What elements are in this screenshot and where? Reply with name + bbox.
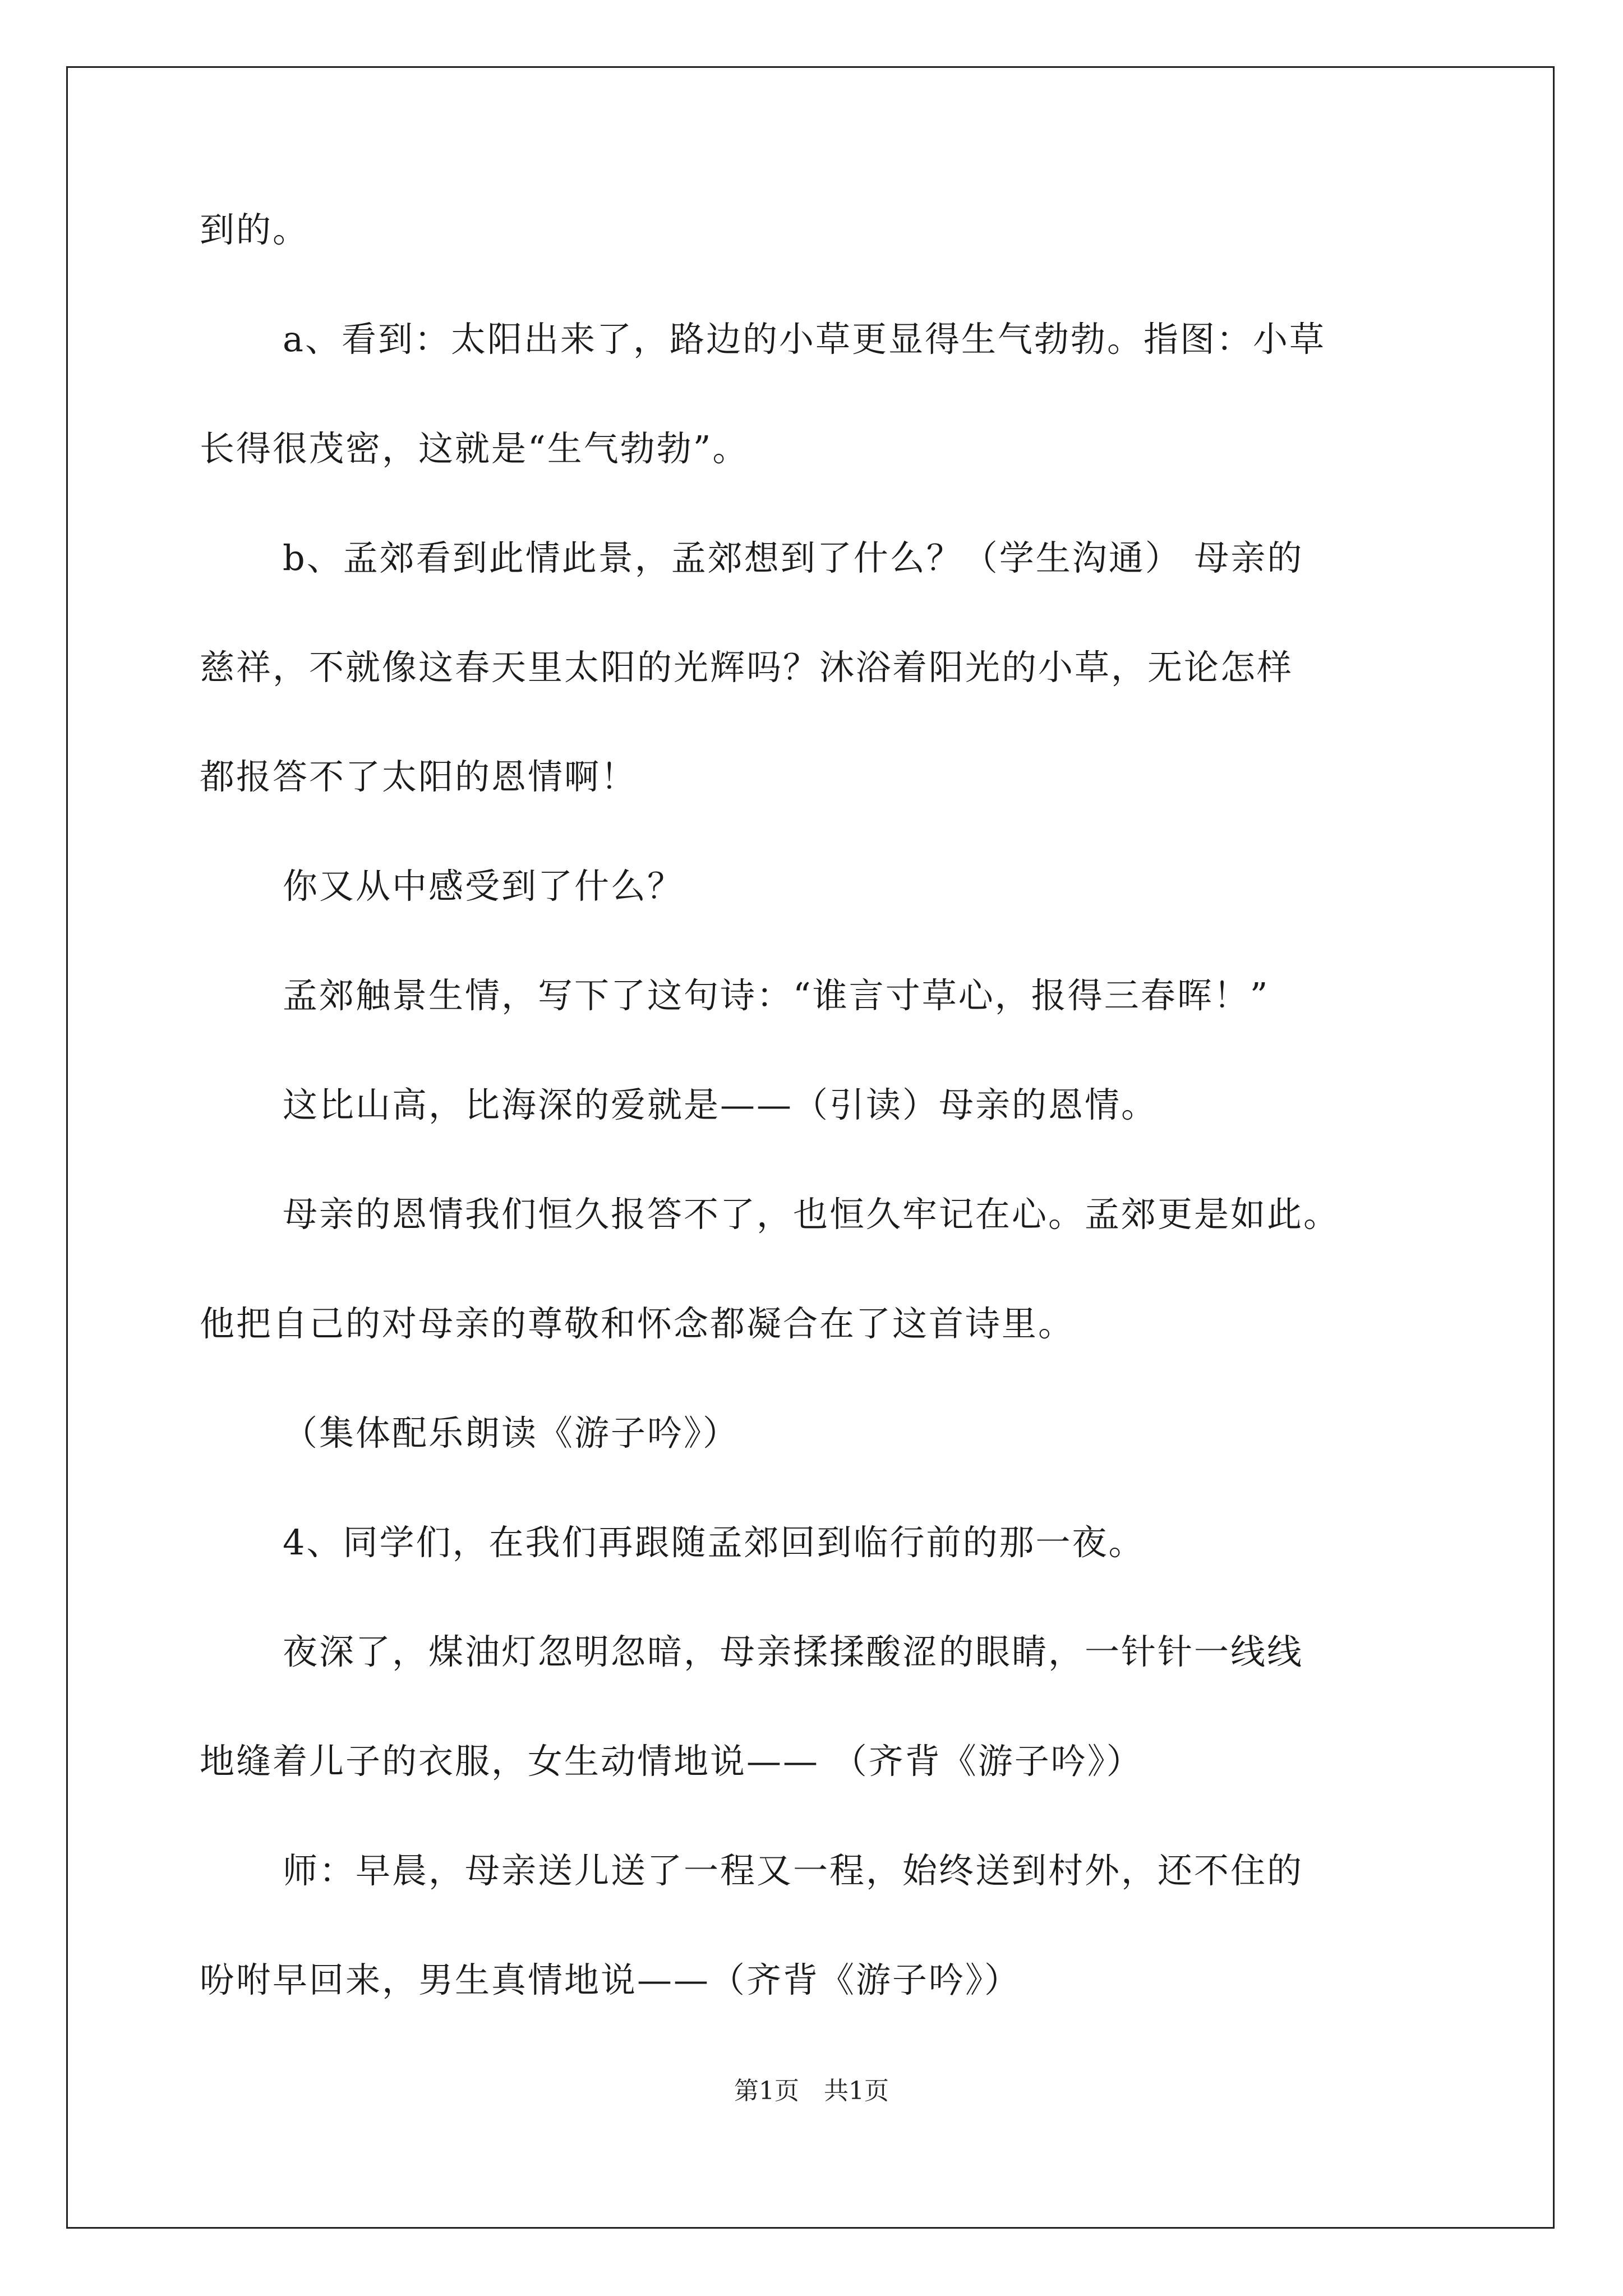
text-line: b、孟郊看到此情此景，孟郊想到了什么？（学生沟通） 母亲的: [283, 537, 1304, 578]
page-number: 第1页 共1页: [734, 2077, 889, 2105]
text-line: 你又从中感受到了什么？: [283, 866, 684, 907]
text-line: 地缝着儿子的衣服，女生动情地说—— （齐背《游子吟》）: [200, 1741, 1143, 1782]
text-line: 夜深了，煤油灯忽明忽暗，母亲揉揉酸涩的眼睛，一针针一线线: [283, 1631, 1304, 1672]
text-line: 他把自己的对母亲的尊敬和怀念都凝合在了这首诗里。: [200, 1303, 1075, 1344]
text-line: a、看到：太阳出来了，路边的小草更显得生气勃勃。指图：小草: [283, 319, 1326, 360]
page-border: [66, 66, 1555, 2229]
text-line: 母亲的恩情我们恒久报答不了，也恒久牢记在心。孟郊更是如此。: [283, 1194, 1340, 1235]
text-line: （集体配乐朗读《游子吟》）: [283, 1412, 740, 1453]
text-line: 吩咐早回来，男生真情地说——（齐背《游子吟》）: [200, 1959, 1021, 2000]
text-line: 这比山高，比海深的爱就是——（引读）母亲的恩情。: [283, 1084, 1158, 1125]
text-line: 孟郊触景生情，写下了这句诗：“谁言寸草心，报得三春晖！”: [283, 975, 1270, 1016]
text-line: 都报答不了太阳的恩情啊！: [200, 756, 638, 797]
text-line: 到的。: [200, 209, 310, 250]
text-line: 4、同学们，在我们再跟随孟郊回到临行前的那一夜。: [283, 1522, 1145, 1563]
text-line: 师：早晨，母亲送儿送了一程又一程，始终送到村外，还不住的: [283, 1850, 1304, 1891]
text-line: 慈祥，不就像这春天里太阳的光辉吗？沐浴着阳光的小草，无论怎样: [200, 647, 1294, 688]
text-line: 长得很茂密，这就是“生气勃勃”。: [200, 428, 749, 469]
